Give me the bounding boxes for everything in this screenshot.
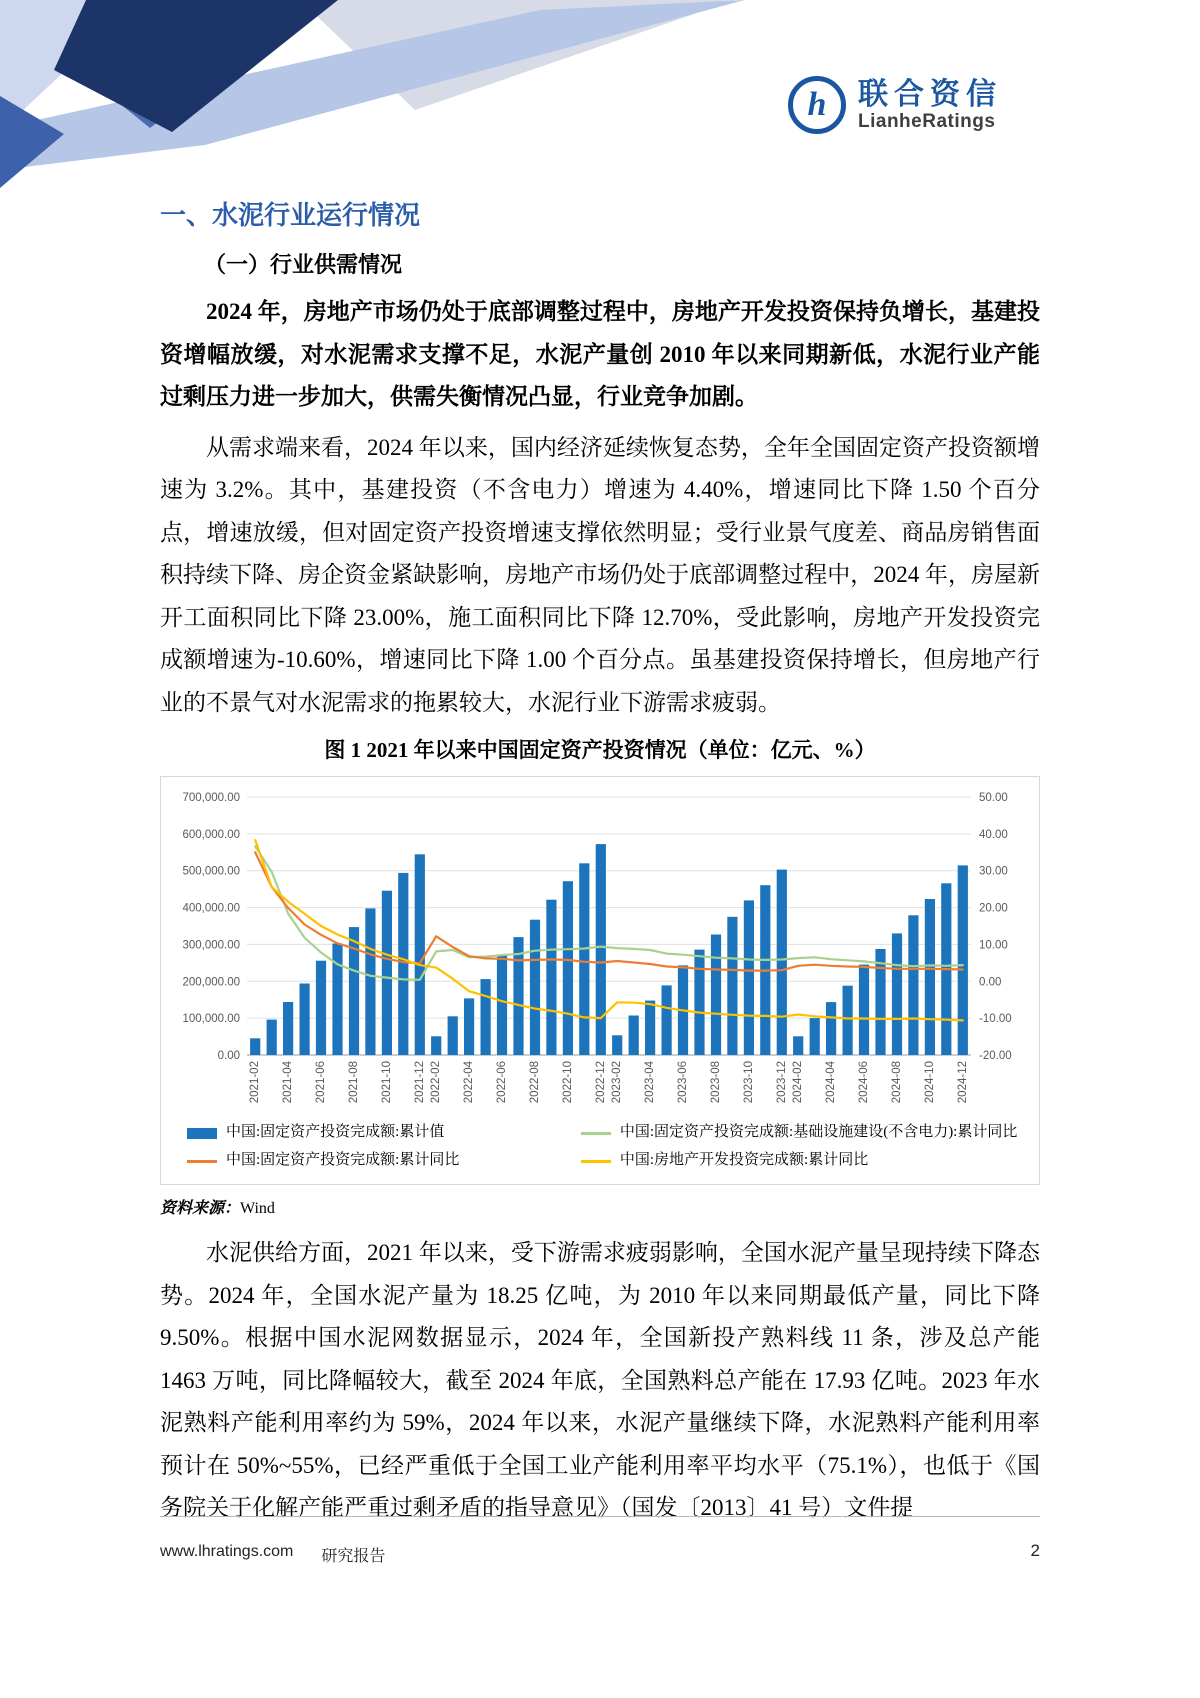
footer-report-label: 研究报告 [321, 1548, 386, 1565]
legend-item [581, 1150, 1025, 1172]
svg-text:2022-02: 2022-02 [430, 1061, 443, 1104]
page-number: 2 [1030, 1541, 1040, 1560]
svg-text:600,000.00: 600,000.00 [182, 829, 240, 842]
lead-paragraph: 2024 年，房地产市场仍处于底部调整过程中，房地产开发投资保持负增长，基建投资增幅放缓，对水泥需求支撑不足，水泥产量创 2010 年以来同期新低，水泥行业产能过剩压力进一步加大，供需失衡情况凸显，行业竞争加剧。 [160, 299, 1040, 410]
svg-text:0.00: 0.00 [979, 976, 1002, 989]
left-axis-labels [182, 792, 240, 1062]
legend-item [187, 1122, 581, 1144]
svg-text:50.00: 50.00 [979, 792, 1008, 805]
svg-text:300,000.00: 300,000.00 [182, 939, 240, 952]
svg-text:2022-04: 2022-04 [463, 1061, 476, 1104]
footer-left [160, 1543, 385, 1566]
svg-text:2022-10: 2022-10 [561, 1061, 574, 1104]
subsection-title: （一）行业供需情况 [204, 252, 403, 277]
svg-text:2023-12: 2023-12 [775, 1061, 788, 1104]
header-decoration [0, 0, 760, 200]
svg-text:-20.00: -20.00 [979, 1050, 1012, 1063]
svg-text:700,000.00: 700,000.00 [182, 792, 240, 805]
svg-text:2024-02: 2024-02 [792, 1061, 805, 1104]
deco-shape-left-triangle [0, 96, 64, 188]
svg-text:2022-08: 2022-08 [529, 1061, 542, 1104]
figure-caption: 图 1 2021 年以来中国固定资产投资情况（单位：亿元、%） [324, 738, 876, 763]
legend-label: 中国:固定资产投资完成额:基础设施建设(不含电力):累计同比 [619, 1124, 1018, 1141]
line-series-2 [255, 841, 963, 1021]
svg-text:2024-12: 2024-12 [956, 1061, 969, 1104]
chart-legend [169, 1120, 1031, 1178]
source-value: Wind [240, 1199, 275, 1217]
data-source [160, 1195, 1040, 1218]
paragraph-supply: 水泥供给方面，2021 年以来，受下游需求疲弱影响，全国水泥产量呈现持续下降态势。2024 年，全国水泥产量为 18.25 亿吨，为 2010 年以来同期最低产量，同比下降 9.50%。根据中国水泥网数据显示，2024 年，全国新投产熟料线 11 条，涉及总产能 1463 万吨，同比降幅较大，截至 2024 年底，全国熟料总产能在 17.93 亿吨。2023 年水泥熟料产能利用率约为 59%，2024 年以来，水泥产量继续下降，水泥熟料产能利用率预计在 50%~55%，已经严重低于全国工业产能利用率平均水平（75.1%），也低于《国务院关于化解产能严重过剩矛盾的指导意见》（国发〔2013〕41 号）文件提 [160, 1239, 1040, 1521]
legend-swatch-bar [187, 1128, 217, 1139]
line-series-1 [255, 853, 963, 971]
svg-text:-10.00: -10.00 [979, 1013, 1012, 1026]
svg-text:30.00: 30.00 [979, 866, 1008, 879]
paragraph-demand: 从需求端来看，2024 年以来，国内经济延续恢复态势，全年全国固定资产投资额增速为 3.2%。其中，基建投资（不含电力）增速为 4.40%，增速同比下降 1.50 个百分点，增速放缓，但对固定资产投资增速支撑依然明显；受行业景气度差、商品房销售面积持续下降、房企资金紧缺影响，房地产市场仍处于底部调整过程中，2024 年，房屋新开工面积同比下降 23.00%，施工面积同比下降 12.70%，受此影响，房地产开发投资完成额增速为-10.60%，增速同比下降 1.00 个百分点。虽基建投资保持增长，但房地产行业的不景气对水泥需求的拖累较大，水泥行业下游需求疲弱。 [160, 434, 1040, 715]
legend-label: 中国:固定资产投资完成额:累计值 [226, 1124, 445, 1141]
legend-label: 中国:房地产开发投资完成额:累计同比 [619, 1152, 869, 1169]
svg-text:2023-02: 2023-02 [611, 1061, 624, 1104]
brand-name-cn: 联合资信 [858, 77, 1002, 111]
legend-swatch-line [581, 1132, 611, 1135]
svg-text:500,000.00: 500,000.00 [182, 866, 240, 879]
svg-text:400,000.00: 400,000.00 [182, 903, 240, 916]
svg-text:2024-08: 2024-08 [891, 1061, 904, 1104]
figure-chart-box [160, 776, 1040, 1185]
investment-chart [169, 783, 1027, 1113]
svg-text:2024-06: 2024-06 [858, 1061, 871, 1104]
line-series [255, 841, 963, 1021]
legend-item [187, 1150, 581, 1172]
svg-text:2024-10: 2024-10 [923, 1061, 936, 1104]
x-axis-labels [249, 1061, 969, 1104]
svg-text:10.00: 10.00 [979, 939, 1008, 952]
svg-text:2021-12: 2021-12 [413, 1061, 426, 1104]
svg-text:20.00: 20.00 [979, 903, 1008, 916]
svg-text:2022-12: 2022-12 [594, 1061, 607, 1104]
legend-label: 中国:固定资产投资完成额:累计同比 [226, 1152, 460, 1169]
legend-swatch-line [581, 1160, 611, 1163]
svg-text:2023-04: 2023-04 [644, 1061, 657, 1104]
footer-website: www.lhratings.com [160, 1543, 294, 1560]
section-title: 一、水泥行业运行情况 [160, 200, 421, 230]
svg-text:2023-08: 2023-08 [710, 1061, 723, 1104]
legend-item [581, 1122, 1025, 1144]
brand-name-en: LianheRatings [858, 110, 996, 132]
svg-text:2022-06: 2022-06 [496, 1061, 509, 1104]
svg-text:40.00: 40.00 [979, 829, 1008, 842]
line-series-0 [255, 847, 963, 980]
svg-text:100,000.00: 100,000.00 [182, 1013, 240, 1026]
source-label: 资料来源： [160, 1199, 241, 1217]
brand-logo [788, 76, 1002, 134]
svg-text:2023-10: 2023-10 [742, 1061, 755, 1104]
svg-text:2021-08: 2021-08 [348, 1061, 361, 1104]
svg-text:2021-04: 2021-04 [282, 1061, 295, 1104]
page-footer [160, 1516, 1040, 1566]
logo-icon: h [788, 76, 846, 134]
svg-text:2021-06: 2021-06 [315, 1061, 328, 1104]
legend-swatch-line [187, 1160, 217, 1163]
right-axis-labels [979, 792, 1012, 1062]
svg-text:2021-02: 2021-02 [249, 1061, 262, 1104]
svg-text:200,000.00: 200,000.00 [182, 976, 240, 989]
svg-text:2021-10: 2021-10 [380, 1061, 393, 1104]
svg-text:2023-06: 2023-06 [677, 1061, 690, 1104]
svg-text:2024-04: 2024-04 [825, 1061, 838, 1104]
svg-text:0.00: 0.00 [217, 1050, 240, 1063]
